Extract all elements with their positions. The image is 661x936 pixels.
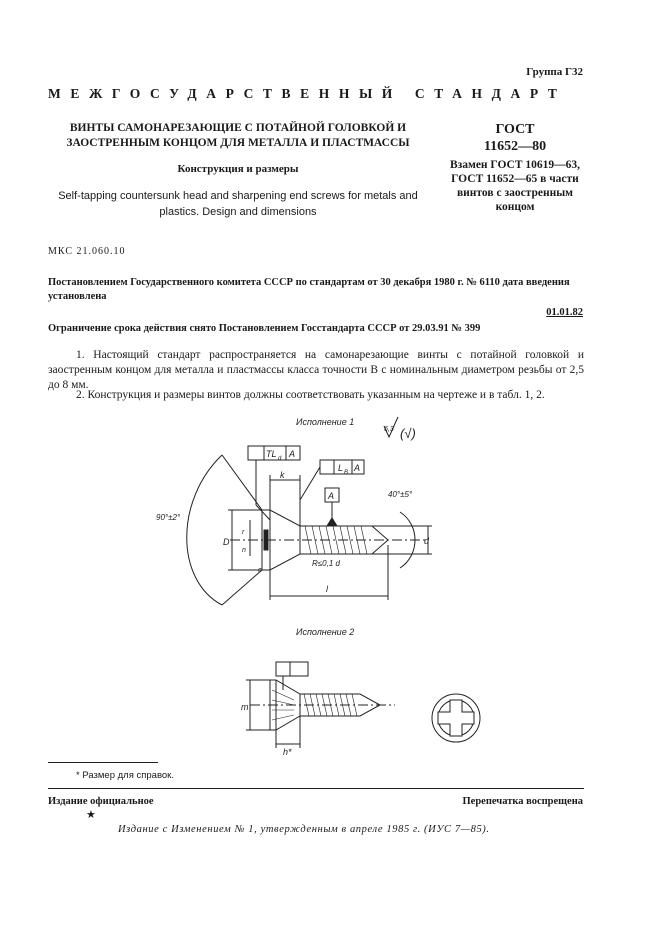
decree-text: Постановлением Государственного комитета СССР по стандартам от 30 декабря 1980 г. № 6110 дата введения установлена	[48, 277, 570, 302]
dim-k: k	[280, 470, 285, 480]
official-edition: Издание официальное	[48, 796, 154, 807]
tol-top-label: TL	[266, 449, 277, 459]
footer-rule	[48, 788, 584, 789]
subtitle-russian: Конструкция и размеры	[177, 163, 299, 175]
tol-top-ref: A	[289, 449, 296, 459]
gost-number: 11652—80	[483, 139, 547, 154]
footnote-rule	[48, 762, 158, 763]
dim-c: c	[258, 567, 262, 574]
edition-note: Издание с Изменением № 1, утвержденным в апреле 1985 г. (ИУС 7—85).	[118, 824, 490, 835]
reprint-notice: Перепечатка воспрещена	[462, 796, 583, 807]
angle-arc-head	[187, 455, 222, 605]
title-english: Self-tapping countersunk head and sharpening end screws for metals and plastics. Design and dimensions	[58, 190, 418, 218]
paragraph-2: 2. Конструкция и размеры винтов должны соответствовать указанным на чертеже и в табл. 1, 2.	[76, 389, 545, 401]
head-angle: 90°±2°	[156, 513, 181, 522]
standard-banner: МЕЖГОСУДАРСТВЕННЫЙ СТАНДАРТ	[48, 86, 567, 101]
tol-top-sub: d	[278, 456, 282, 462]
group-label: Группа Г32	[526, 66, 583, 78]
title-russian: ВИНТЫ САМОНАРЕЗАЮЩИЕ С ПОТАЙНОЙ ГОЛОВКОЙ И ЗАОСТРЕННЫМ КОНЦОМ ДЛЯ МЕТАЛЛА И ПЛАСТМАССЫ	[66, 122, 410, 149]
version-2-label: Исполнение 2	[296, 627, 355, 637]
gost-replaces: Взамен ГОСТ 10619—63, ГОСТ 11652—65 в части винтов с заостренным концом	[449, 159, 581, 213]
star-mark: ★	[86, 809, 96, 821]
tip-angle: 40°±5°	[388, 490, 413, 499]
tol-mid-sub: B	[344, 470, 349, 476]
slot-1	[264, 530, 268, 550]
dim-h: h*	[283, 747, 292, 757]
roughness-value: 6,3	[384, 426, 394, 433]
datum-label: A	[328, 491, 335, 501]
dim-m: m	[241, 702, 249, 712]
dim-r: r	[242, 529, 245, 536]
dim-l: l	[326, 584, 328, 594]
dim-D: D	[223, 537, 230, 547]
gost-code: ГОСТ	[495, 122, 535, 137]
footnote: * Размер для справок.	[76, 770, 174, 781]
paragraph-1: 1. Настоящий стандарт распространяется на самонарезающие винты с потайной головкой и заостренным концом для металла и пластмассы класса точности В с номинальным диаметром резьбы от 2,5 до 8 мм.	[48, 349, 584, 391]
tol-mid-ref: A	[354, 463, 361, 473]
dim-d: d	[424, 536, 430, 546]
limit-text: Ограничение срока действия снято Постановлением Госстандарта СССР от 29.03.91 № 399	[48, 323, 481, 334]
dim-n: n	[242, 547, 246, 554]
mks-code: МКС 21.060.10	[48, 246, 126, 257]
introduction-date: 01.01.82	[546, 307, 583, 318]
version-1-label: Исполнение 1	[296, 417, 355, 427]
tol-mid-label: L	[338, 463, 344, 473]
roughness-paren: (√)	[400, 426, 416, 441]
radius-label: R≤0,1 d	[312, 559, 340, 568]
